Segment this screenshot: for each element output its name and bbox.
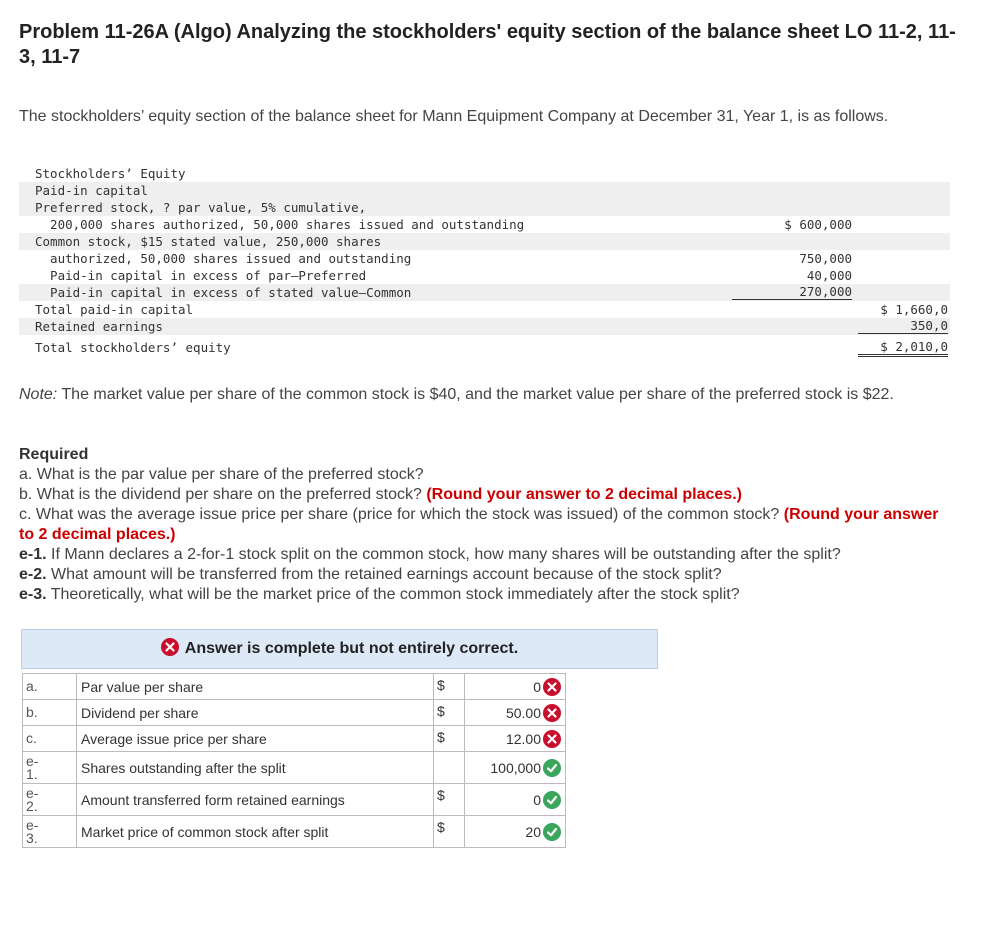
- answer-description: Amount transferred form retained earnings: [77, 784, 434, 816]
- required-e3-tag: e-3.: [19, 586, 47, 603]
- correct-check-icon: [543, 791, 561, 809]
- answer-label: b.: [23, 700, 77, 726]
- statement-row: [19, 339, 950, 356]
- answer-input[interactable]: [465, 752, 566, 784]
- required-b: [19, 485, 939, 505]
- required-section: [19, 445, 939, 605]
- statement-label: Paid-in capital in excess of par—Preferred: [35, 268, 367, 283]
- correct-check-icon: [543, 759, 561, 777]
- answer-row: [23, 700, 566, 726]
- correct-check-icon: [543, 823, 561, 841]
- statement-row: [19, 165, 950, 182]
- required-e1: [19, 545, 939, 565]
- statement-label: Retained earnings: [35, 319, 163, 334]
- answer-description: Dividend per share: [77, 700, 434, 726]
- answer-value: 0: [533, 678, 541, 695]
- rounding-note: (Round your answer to 2 decimal places.): [426, 486, 742, 503]
- required-c-text: c. What was the average issue price per share (price for which the stock was issued) of the common stock?: [19, 506, 784, 523]
- statement-label: 200,000 shares authorized, 50,000 shares issued and outstanding: [35, 217, 525, 232]
- required-e3-text: Theoretically, what will be the market price of the common stock immediately after the stock split?: [46, 586, 740, 603]
- incorrect-x-icon: [543, 678, 561, 696]
- statement-label: Paid-in capital in excess of stated value—Common: [35, 285, 412, 300]
- note-body: The market value per share of the common stock is $40, and the market value per share of the preferred stock is $22.: [57, 386, 894, 403]
- answer-row: [23, 752, 566, 784]
- rounding-note: (Round your answer to 2 decimal places.): [19, 506, 939, 543]
- answer-label: e- 1.: [23, 752, 77, 784]
- statement-row: [19, 284, 950, 301]
- incorrect-x-icon: [543, 704, 561, 722]
- required-heading: Required: [19, 446, 89, 463]
- answer-row: [23, 726, 566, 752]
- note-text: [19, 385, 959, 405]
- answer-label: c.: [23, 726, 77, 752]
- statement-row: [19, 182, 950, 199]
- required-e2-tag: e-2.: [19, 566, 47, 583]
- answer-label: e- 3.: [23, 816, 77, 848]
- required-e3: [19, 585, 939, 605]
- answer-value: 0: [533, 791, 541, 808]
- required-c: [19, 505, 939, 545]
- required-e1-text: If Mann declares a 2-for-1 stock split on the common stock, how many shares will be outstanding after the split?: [46, 546, 841, 563]
- answer-currency-cell: [434, 752, 465, 784]
- answer-input[interactable]: [465, 674, 566, 700]
- statement-total: 350,0: [858, 318, 948, 334]
- note-prefix: Note:: [19, 386, 58, 403]
- statement-total: $ 1,660,0: [880, 302, 948, 317]
- answer-currency-cell: [434, 726, 465, 752]
- answer-value: 50.00: [505, 704, 541, 721]
- statement-label: Total paid-in capital: [35, 302, 194, 317]
- stockholders-equity-statement: [19, 165, 950, 356]
- statement-total: $ 2,010,0: [858, 339, 948, 357]
- required-a: a. What is the par value per share of the preferred stock?: [19, 466, 424, 483]
- answer-label: a.: [23, 674, 77, 700]
- answer-row: [23, 674, 566, 700]
- intro-text: The stockholders’ equity section of the balance sheet for Mann Equipment Company at December 31, Year 1, is as follows.: [19, 108, 889, 125]
- statement-amount: 40,000: [806, 268, 852, 283]
- answer-row: [23, 816, 566, 848]
- answer-description: Market price of common stock after split: [77, 816, 434, 848]
- answer-input[interactable]: [465, 700, 566, 726]
- statement-label: Total stockholders’ equity: [35, 340, 231, 355]
- statement-row: [19, 318, 950, 335]
- incorrect-x-icon: [543, 730, 561, 748]
- required-b-text: b. What is the dividend per share on the preferred stock?: [19, 486, 427, 503]
- statement-row: [19, 199, 950, 216]
- answer-input[interactable]: [465, 726, 566, 752]
- dollar-sign: $: [437, 787, 445, 803]
- answer-status-banner: [21, 629, 658, 669]
- dollar-sign: $: [437, 703, 445, 719]
- statement-label: Preferred stock, ? par value, 5% cumulative,: [35, 200, 367, 215]
- answer-description: Par value per share: [77, 674, 434, 700]
- answer-row: [23, 784, 566, 816]
- answer-value: 100,000: [490, 759, 541, 776]
- dollar-sign: $: [437, 819, 445, 835]
- dollar-sign: $: [437, 729, 445, 745]
- statement-row: [19, 301, 950, 318]
- statement-row: [19, 216, 950, 233]
- page-title: Problem 11-26A (Algo) Analyzing the stockholders' equity section of the balance sheet LO 11-2, 11-3, 11-7: [19, 21, 956, 68]
- statement-label: Stockholders’ Equity: [35, 166, 186, 181]
- statement-amount: 750,000: [799, 251, 852, 266]
- required-e2: [19, 565, 939, 585]
- answer-value: 20: [525, 823, 541, 840]
- statement-label: Paid-in capital: [35, 183, 148, 198]
- answer-input[interactable]: [465, 816, 566, 848]
- banner-text: Answer is complete but not entirely correct.: [184, 640, 519, 657]
- statement-label: authorized, 50,000 shares issued and outstanding: [35, 251, 412, 266]
- required-e2-text: What amount will be transferred from the retained earnings account because of the stock split?: [46, 566, 722, 583]
- answer-value: 12.00: [505, 730, 541, 747]
- answer-currency-cell: [434, 816, 465, 848]
- incorrect-icon: [161, 638, 179, 661]
- statement-label: Common stock, $15 stated value, 250,000 shares: [35, 234, 382, 249]
- statement-row: [19, 233, 950, 250]
- answer-currency-cell: [434, 700, 465, 726]
- answer-description: Shares outstanding after the split: [77, 752, 434, 784]
- required-e1-tag: e-1.: [19, 546, 47, 563]
- dollar-sign: $: [437, 677, 445, 693]
- answer-currency-cell: [434, 784, 465, 816]
- statement-amount: $ 600,000: [784, 217, 852, 232]
- answer-currency-cell: [434, 674, 465, 700]
- answer-table: [22, 673, 566, 848]
- answer-input[interactable]: [465, 784, 566, 816]
- answer-description: Average issue price per share: [77, 726, 434, 752]
- statement-row: [19, 250, 950, 267]
- statement-amount: 270,000: [732, 284, 852, 300]
- answer-label: e- 2.: [23, 784, 77, 816]
- statement-row: [19, 267, 950, 284]
